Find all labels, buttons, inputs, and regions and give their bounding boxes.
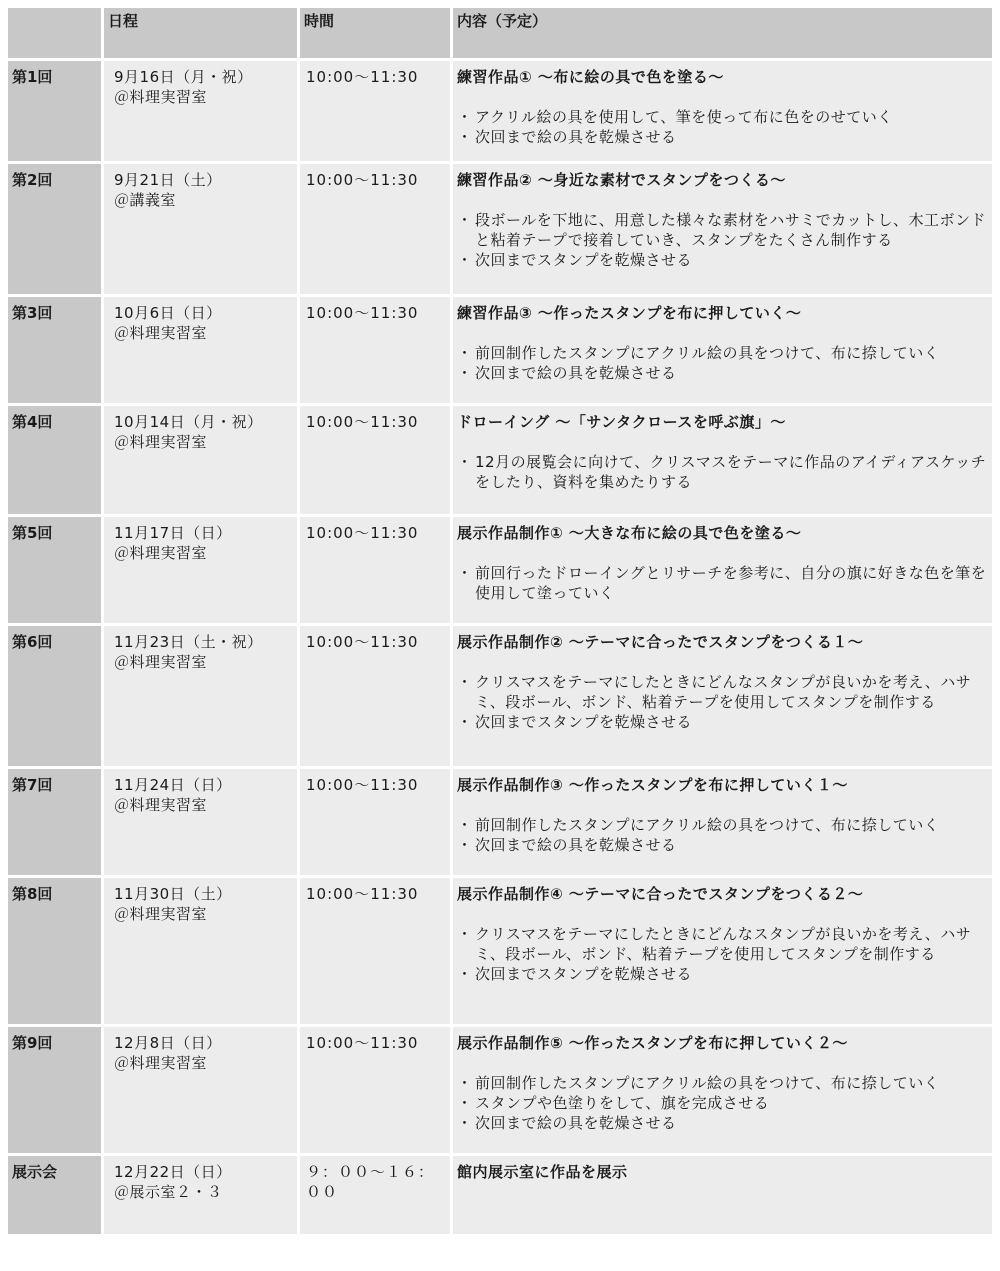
session-content-cell [453, 626, 992, 766]
session-bullet: ・ 前回制作したスタンプにアクリル絵の具をつけて、布に捺していく [457, 815, 988, 835]
table-row [8, 517, 992, 623]
session-location: ＠料理実習室 [114, 433, 208, 451]
session-bullet: ・ 次回までスタンプを乾燥させる [457, 250, 988, 270]
table-row [8, 1027, 992, 1153]
session-bullet-list [457, 563, 988, 603]
session-bullet-list [457, 107, 988, 147]
session-schedule-cell [104, 406, 297, 514]
session-title: 練習作品③ ～作ったスタンプを布に押していく～ [457, 304, 802, 322]
session-label: 第6回 [8, 626, 101, 766]
session-title: 展示作品制作② ～テーマに合ったでスタンプをつくる１～ [457, 633, 864, 651]
session-bullet-list [457, 1073, 988, 1133]
session-bullet: ・ 前回制作したスタンプにアクリル絵の具をつけて、布に捺していく [457, 1073, 988, 1093]
session-title: ドローイング ～「サンタクロースを呼ぶ旗」～ [457, 413, 786, 431]
session-date: 11月24日（日） [114, 776, 232, 794]
session-location: ＠展示室２・３ [114, 1183, 223, 1201]
session-location: ＠講義室 [114, 191, 177, 209]
session-bullet: ・ 次回まで絵の具を乾燥させる [457, 1113, 988, 1133]
session-date: 10月6日（日） [114, 304, 222, 322]
session-label: 第1回 [8, 61, 101, 161]
session-schedule-cell [104, 769, 297, 875]
session-time: 10:00～11:30 [300, 769, 450, 875]
table-row [8, 164, 992, 294]
session-date: 10月14日（月・祝） [114, 413, 263, 431]
session-label: 展示会 [8, 1156, 101, 1234]
session-content-cell [453, 1156, 992, 1234]
session-label: 第7回 [8, 769, 101, 875]
session-title: 練習作品② ～身近な素材でスタンプをつくる～ [457, 171, 786, 189]
table-row [8, 878, 992, 1024]
session-schedule-cell [104, 297, 297, 403]
session-date: 9月21日（土） [114, 171, 222, 189]
session-bullet: ・ 12月の展覧会に向けて、クリスマスをテーマに作品のアイディアスケッチをしたり、資料を集めたりする [457, 452, 988, 492]
session-date: 12月22日（日） [114, 1163, 232, 1181]
session-schedule-cell [104, 1027, 297, 1153]
session-location: ＠料理実習室 [114, 1054, 208, 1072]
session-bullet-list [457, 452, 988, 492]
session-time: 10:00～11:30 [300, 1027, 450, 1153]
session-title: 練習作品① ～布に絵の具で色を塗る～ [457, 68, 724, 86]
session-bullet: ・ アクリル絵の具を使用して、筆を使って布に色をのせていく [457, 107, 988, 127]
session-label: 第3回 [8, 297, 101, 403]
session-location: ＠料理実習室 [114, 544, 208, 562]
session-schedule-cell [104, 517, 297, 623]
session-title: 展示作品制作③ ～作ったスタンプを布に押していく１～ [457, 776, 848, 794]
session-time: 10:00～11:30 [300, 626, 450, 766]
session-date: 11月23日（土・祝） [114, 633, 263, 651]
session-time: 10:00～11:30 [300, 164, 450, 294]
session-schedule-cell [104, 164, 297, 294]
session-bullet: ・ クリスマスをテーマにしたときにどんなスタンプが良いかを考え、ハサミ、段ボール、ボンド、粘着テープを使用してスタンプを制作する [457, 672, 988, 712]
session-location: ＠料理実習室 [114, 324, 208, 342]
session-label: 第9回 [8, 1027, 101, 1153]
session-title: 展示作品制作④ ～テーマに合ったでスタンプをつくる２～ [457, 885, 864, 903]
schedule-table [5, 5, 995, 1237]
schedule-rows [8, 61, 992, 1234]
session-content-cell [453, 406, 992, 514]
session-label: 第5回 [8, 517, 101, 623]
session-time: 10:00～11:30 [300, 61, 450, 161]
session-bullet-list [457, 672, 988, 732]
session-location: ＠料理実習室 [114, 653, 208, 671]
header-blank [8, 8, 101, 58]
schedule-sheet [8, 8, 992, 1234]
session-bullet-list [457, 924, 988, 984]
session-bullet: ・ 次回まで絵の具を乾燥させる [457, 835, 988, 855]
session-bullet: ・ スタンプや色塗りをして、旗を完成させる [457, 1093, 988, 1113]
header-schedule: 日程 [104, 8, 297, 58]
session-label: 第2回 [8, 164, 101, 294]
session-location: ＠料理実習室 [114, 905, 208, 923]
session-location: ＠料理実習室 [114, 88, 208, 106]
session-bullet-list [457, 343, 988, 383]
header-row [8, 8, 992, 58]
session-content-cell [453, 517, 992, 623]
session-bullet: ・ 前回行ったドローイングとリサーチを参考に、自分の旗に好きな色を筆を使用して塗っていく [457, 563, 988, 603]
session-bullet: ・ クリスマスをテーマにしたときにどんなスタンプが良いかを考え、ハサミ、段ボール、ボンド、粘着テープを使用してスタンプを制作する [457, 924, 988, 964]
header-time: 時間 [300, 8, 450, 58]
session-schedule-cell [104, 1156, 297, 1234]
session-schedule-cell [104, 61, 297, 161]
session-date: 11月17日（日） [114, 524, 232, 542]
table-row [8, 769, 992, 875]
header-content: 内容（予定） [453, 8, 992, 58]
session-label: 第4回 [8, 406, 101, 514]
session-time: ９：００～１６：００ [300, 1156, 450, 1234]
session-content-cell [453, 61, 992, 161]
session-title: 展示作品制作⑤ ～作ったスタンプを布に押していく２～ [457, 1034, 848, 1052]
session-title: 展示作品制作① ～大きな布に絵の具で色を塗る～ [457, 524, 802, 542]
session-bullet: ・ 次回まで絵の具を乾燥させる [457, 363, 988, 383]
session-time: 10:00～11:30 [300, 297, 450, 403]
session-bullet: ・ 前回制作したスタンプにアクリル絵の具をつけて、布に捺していく [457, 343, 988, 363]
session-date: 11月30日（土） [114, 885, 232, 903]
session-schedule-cell [104, 878, 297, 1024]
session-bullet: ・ 次回まで絵の具を乾燥させる [457, 127, 988, 147]
session-bullet: ・ 次回までスタンプを乾燥させる [457, 712, 988, 732]
table-row [8, 626, 992, 766]
table-row [8, 1156, 992, 1234]
session-content-cell [453, 164, 992, 294]
session-date: 12月8日（日） [114, 1034, 222, 1052]
session-title: 館内展示室に作品を展示 [457, 1163, 628, 1181]
session-time: 10:00～11:30 [300, 406, 450, 514]
session-bullet-list [457, 815, 988, 855]
session-content-cell [453, 769, 992, 875]
session-time: 10:00～11:30 [300, 517, 450, 623]
session-content-cell [453, 878, 992, 1024]
table-row [8, 61, 992, 161]
session-schedule-cell [104, 626, 297, 766]
session-location: ＠料理実習室 [114, 796, 208, 814]
session-bullet: ・ 次回までスタンプを乾燥させる [457, 964, 988, 984]
session-time: 10:00～11:30 [300, 878, 450, 1024]
table-row [8, 406, 992, 514]
session-bullet: ・ 段ボールを下地に、用意した様々な素材をハサミでカットし、木工ボンドと粘着テープで接着していき、スタンプをたくさん制作する [457, 210, 988, 250]
session-date: 9月16日（月・祝） [114, 68, 253, 86]
session-bullet-list [457, 210, 988, 270]
session-content-cell [453, 297, 992, 403]
session-label: 第8回 [8, 878, 101, 1024]
table-row [8, 297, 992, 403]
session-content-cell [453, 1027, 992, 1153]
